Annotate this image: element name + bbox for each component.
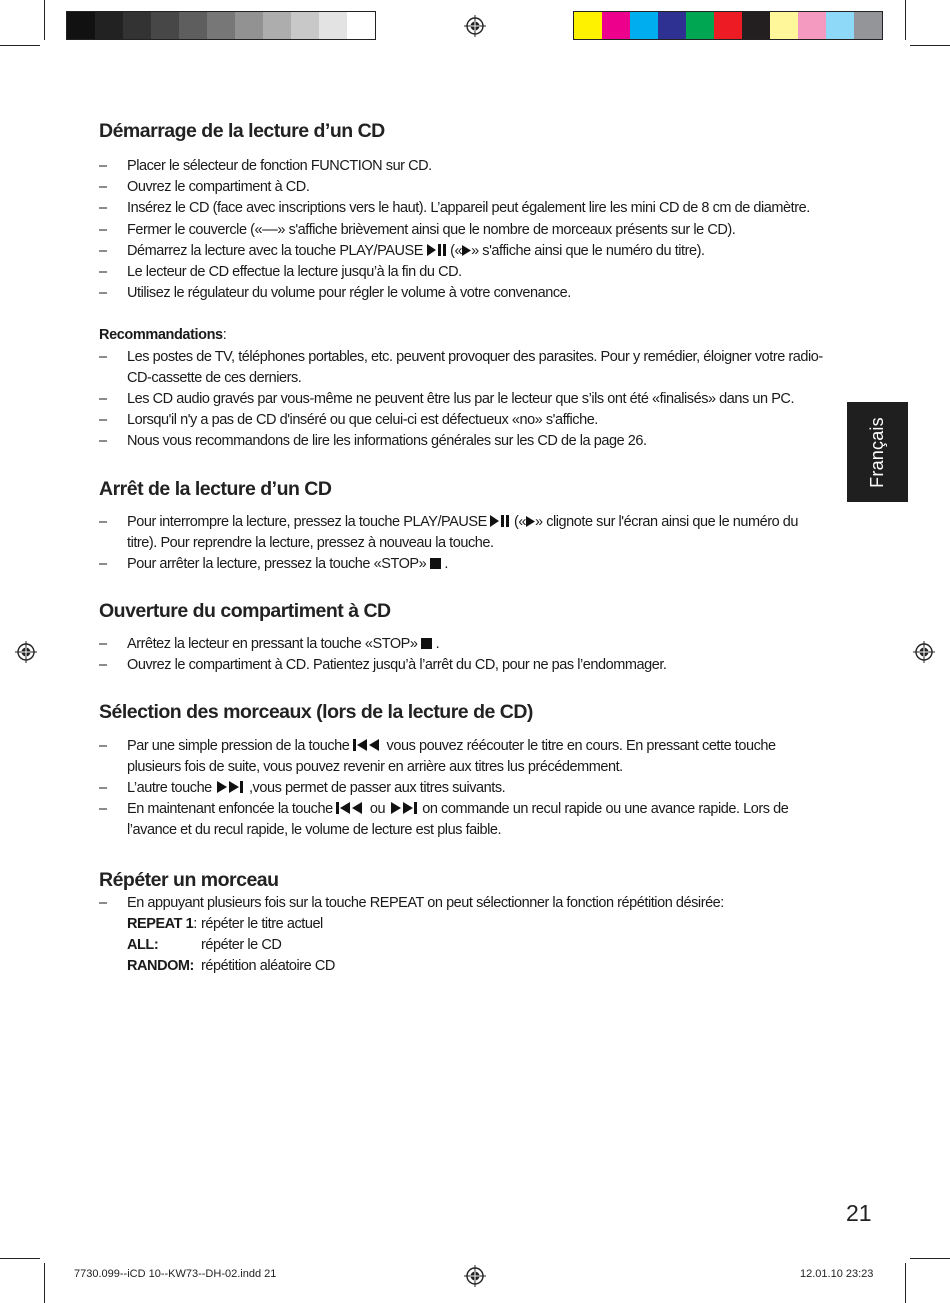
registration-mark-icon [464,1265,486,1287]
recommendations-colon: : [222,327,227,344]
color-swatch [319,12,347,39]
pause-text-after: » clignote sur l'écran ainsi que le numéro du titre). Pour reprendre la lecture, pressez à nouveau la touche. [127,513,799,551]
list-item: – Le lecteur de CD effectue la lecture jusqu’à la fin du CD. [99,262,829,283]
previous-track-icon [353,739,383,751]
crop-mark [910,45,950,46]
color-swatch [630,12,658,39]
play-icon [462,245,471,256]
list-item-play [99,241,829,262]
select2-text-after: ,vous permet de passer aux titres suivants. [245,780,506,797]
play-text-after: » s'affiche ainsi que le numéro du titre). [471,242,705,259]
select2-text-before: L’autre touche [127,780,216,797]
recommendations-heading [99,325,829,346]
color-swatch [574,12,602,39]
repeat-mode-desc: répéter le CD [201,937,282,954]
color-swatch [235,12,263,39]
play-pause-icon [427,244,447,256]
list-item: – Lorsqu'il n'y a pas de CD d'inséré ou que celui-ci est défectueux «no» s'affiche. [99,410,829,431]
section-title-stop: Arrêt de la lecture d’un CD [99,477,332,500]
section-title-repeat: Répéter un morceau [99,868,279,891]
repeat-mode-key: RANDOM: [127,958,194,975]
list-item: – Placer le sélecteur de fonction FUNCTION sur CD. [99,156,829,177]
section-title-select: Sélection des morceaux (lors de la lecture de CD) [99,700,533,723]
next-track-icon [389,802,419,814]
registration-mark-icon [913,641,935,663]
select3-text-after: on commande un recul rapide ou une avance rapide. Lors de l’avance et du recul rapide, le volume de lecture est plus faible. [127,801,789,839]
next-track-icon [215,781,245,793]
select3-text-before: En maintenant enfoncée la touche [127,801,337,818]
open-stop-text-before: Arrêtez la lecteur en pressant la touche «STOP» [127,636,422,653]
crop-mark [905,0,906,40]
slug-date-time: 12.01.10 23:23 [800,1268,874,1280]
recommendations-list [99,347,829,453]
color-swatch [742,12,770,39]
crop-mark [44,0,45,40]
repeat-mode-row [127,914,829,935]
crop-mark [0,1258,40,1259]
stop-steps-list [99,512,829,576]
repeat-mode-row [127,956,829,977]
pause-text-before: Pour interrompre la lecture, pressez la touche PLAY/PAUSE [127,513,491,530]
slug-file-info: 7730.099--iCD 10--KW73--DH-02.indd 21 [74,1268,277,1280]
color-swatch [798,12,826,39]
color-swatch [602,12,630,39]
repeat-mode-desc: répétition aléatoire CD [201,958,335,975]
color-swatch [207,12,235,39]
stop-icon [421,638,432,649]
crop-mark [905,1263,906,1303]
color-swatch [770,12,798,39]
color-swatch [347,12,375,39]
list-item: – Fermer le couvercle («––» s'affiche brièvement ainsi que le nombre de morceaux présents sur le CD). [99,220,829,241]
manual-page-content [99,118,829,977]
color-swatch [179,12,207,39]
repeat-modes-table [127,914,829,978]
color-swatch [263,12,291,39]
repeat-steps-list [99,893,829,914]
select3-text-middle: ou [366,801,389,818]
repeat-mode-key: ALL: [127,937,159,954]
language-tab [847,402,908,502]
color-calibration-bar [573,11,883,40]
list-item: – Ouvrez le compartiment à CD. Patientez jusqu’à l’arrêt du CD, pour ne pas l’endommager. [99,655,829,676]
play-text-before: Démarrez la lecture avec la touche PLAY/PAUSE [127,242,427,259]
list-item-stop [99,554,829,575]
list-item-next [99,778,829,799]
crop-mark [0,45,40,46]
color-swatch [714,12,742,39]
color-swatch [151,12,179,39]
crop-mark [910,1258,950,1259]
stop-text-after: . [440,556,449,573]
stop-icon [430,558,441,569]
open-steps-list [99,634,829,676]
list-item-pause [99,512,829,554]
list-item-stop [99,634,829,655]
start-steps-list [99,156,829,304]
recommendations-title: Recommandations [99,327,223,344]
crop-mark [44,1263,45,1303]
previous-track-icon [336,802,366,814]
list-item: – Les CD audio gravés par vous-même ne peuvent être lus par le lecteur que s’ils ont été «finalisés» dans un PC. [99,389,829,410]
registration-mark-icon [464,15,486,37]
play-text-middle: (« [446,242,463,259]
list-item: – Utilisez le régulateur du volume pour régler le volume à votre convenance. [99,283,829,304]
play-icon [526,516,535,527]
pause-text-middle: (« [510,513,527,530]
list-item: – Les postes de TV, téléphones portables, etc. peuvent provoquer des parasites. Pour y remédier, éloigner votre radio-CD-cassette de ces derniers. [99,347,829,389]
open-stop-text-after: . [432,636,440,653]
section-title-open: Ouverture du compartiment à CD [99,600,391,623]
stop-text-before: Pour arrêter la lecture, pressez la touche «STOP» [127,556,430,573]
color-swatch [123,12,151,39]
color-swatch [658,12,686,39]
list-item: – En appuyant plusieurs fois sur la touche REPEAT on peut sélectionner la fonction répétition désirée: [99,893,829,914]
color-swatch [67,12,95,39]
color-swatch [854,12,882,39]
repeat-mode-key: REPEAT 1: [127,915,197,932]
list-item: – Insérez le CD (face avec inscriptions vers le haut). L’appareil peut également lire les mini CD de 8 cm de diamètre. [99,198,829,219]
select1-text-after: vous pouvez réécouter le titre en cours. En pressant cette touche plusieurs fois de suite, vous pouvez revenir en arrière aux titres lus précédemment. [127,737,776,775]
repeat-mode-desc: répéter le titre actuel [201,915,323,932]
color-swatch [826,12,854,39]
list-item-previous [99,736,829,778]
color-swatch [95,12,123,39]
list-item: – Ouvrez le compartiment à CD. [99,177,829,198]
list-item-seek [99,799,829,841]
select1-text-before: Par une simple pression de la touche [127,737,353,754]
section-title-start: Démarrage de la lecture d’un CD [99,120,385,142]
play-pause-icon [490,515,510,527]
page-number: 21 [846,1200,872,1226]
repeat-mode-row [127,935,829,956]
list-item: – Nous vous recommandons de lire les informations générales sur les CD de la page 26. [99,431,829,452]
language-tab-label: Français [867,416,887,488]
registration-mark-icon [15,641,37,663]
color-swatch [291,12,319,39]
color-swatch [686,12,714,39]
grayscale-calibration-bar [66,11,376,40]
select-steps-list [99,736,829,842]
